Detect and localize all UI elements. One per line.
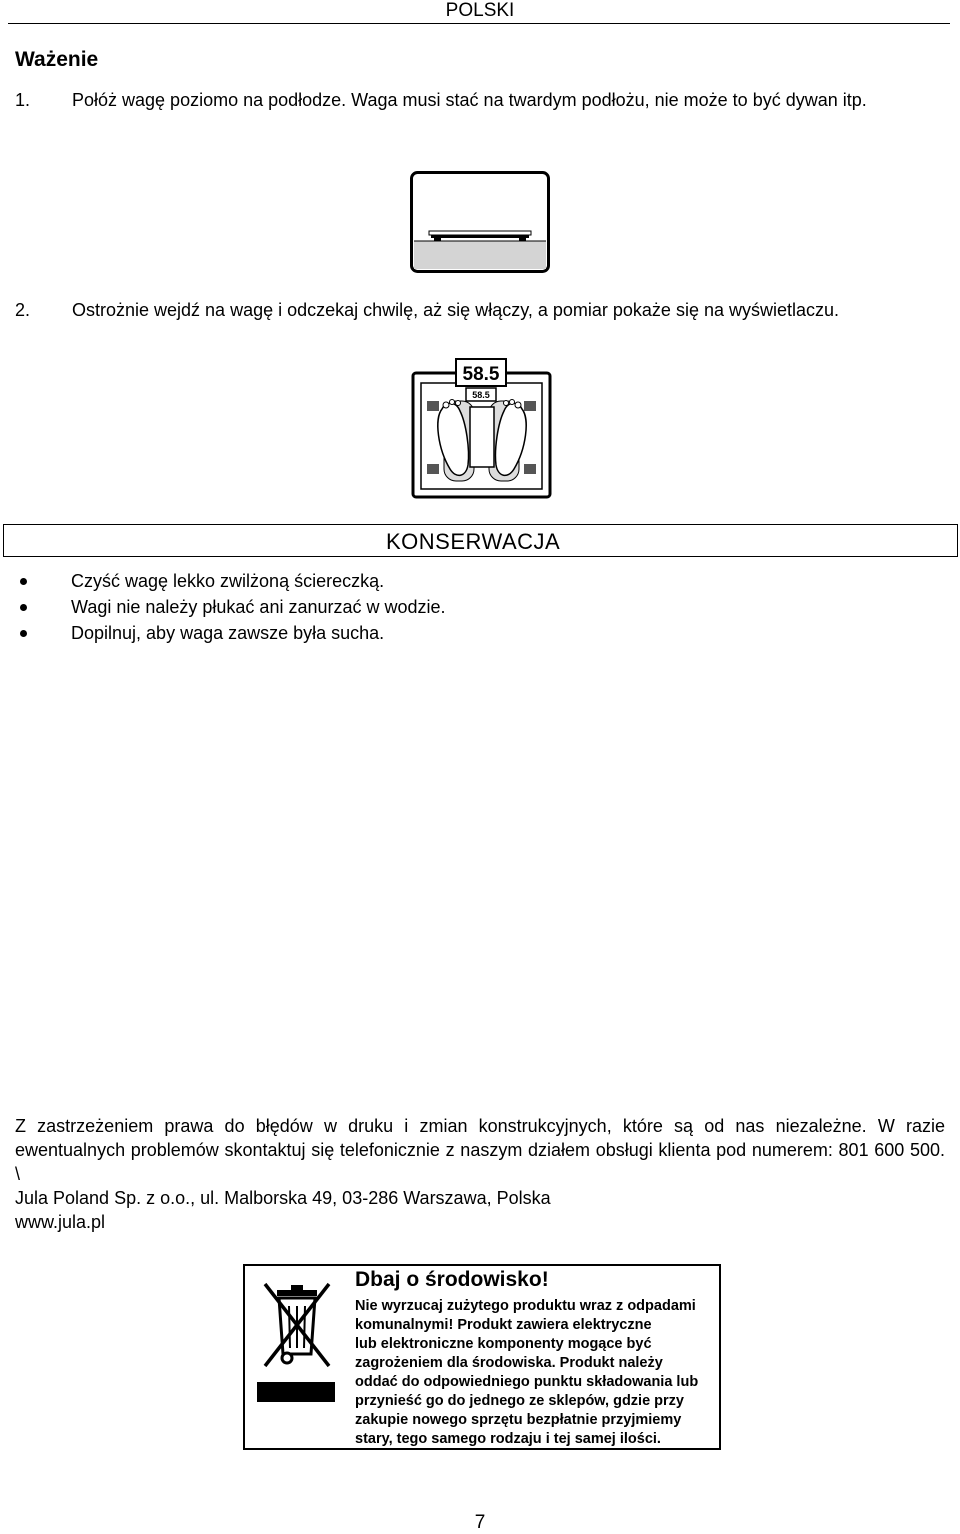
company-website: www.jula.pl	[15, 1212, 106, 1232]
crossed-out-wheelie-bin-icon	[255, 1276, 339, 1412]
disclaimer	[15, 1114, 945, 1234]
bullet-icon	[20, 578, 27, 585]
maintenance-title-box	[3, 524, 958, 557]
step-text: Ostrożnie wejdź na wagę i odczekaj chwilę, aż się włączy, a pomiar pokaże się na wyświetlaczu.	[72, 300, 840, 320]
step-number: 2.	[15, 300, 31, 320]
company-address: Jula Poland Sp. z o.o., ul. Malborska 49, 03-286 Warszawa, Polska	[15, 1188, 551, 1208]
display-reading-large: 58.5	[462, 364, 500, 385]
page-number: 7	[474, 1512, 486, 1533]
list-item: Czyść wagę lekko zwilżoną ściereczką.	[20, 568, 446, 594]
step-2	[15, 298, 945, 322]
step-text: Połóż wagę poziomo na podłodze. Waga musi stać na twardym podłożu, nie może to być dywan itp.	[72, 90, 867, 110]
disclaimer-text: Z zastrzeżeniem prawa do błędów w druku i zmian konstrukcyjnych, które są od nas niezależne. W razie ewentualnych problemów skontaktuj się telefonicznie z naszym działem obsługi klienta pod numerem: 801 600 500. \	[15, 1116, 945, 1184]
bullet-icon	[20, 604, 27, 611]
list-item: Wagi nie należy płukać ani zanurzać w wodzie.	[20, 594, 446, 620]
step-1	[15, 88, 945, 136]
bullet-icon	[20, 630, 27, 637]
person-on-scale-illustration	[404, 357, 552, 499]
environment-body: Nie wyrzucaj zużytego produktu wraz z odpadami komunalnymi! Produkt zawiera elektryczne lub elektroniczne komponenty mogące być zagrożeniem dla środowiska. Produkt należy oddać do odpowiedniego punktu składowania lub przynieść go do jednego ze sklepów, gdzie przy zakupie nowego sprzętu bezpłatnie przyjmiemy stary, tego samego rodzaju i tej samej ilości.	[355, 1298, 699, 1447]
section-title-weighing: Ważenie	[15, 48, 99, 71]
scale-on-floor-illustration	[410, 171, 550, 273]
list-item: Dopilnuj, aby waga zawsze była sucha.	[20, 620, 446, 646]
step-number: 1.	[15, 90, 31, 110]
maintenance-list	[20, 568, 446, 646]
header-language: POLSKI	[445, 0, 515, 21]
section-title-maintenance: KONSERWACJA	[386, 529, 561, 554]
environment-title: Dbaj o środowisko!	[355, 1268, 549, 1291]
display-reading-small: 58.5	[472, 390, 490, 400]
environment-notice	[243, 1264, 721, 1450]
header-divider	[8, 23, 950, 24]
